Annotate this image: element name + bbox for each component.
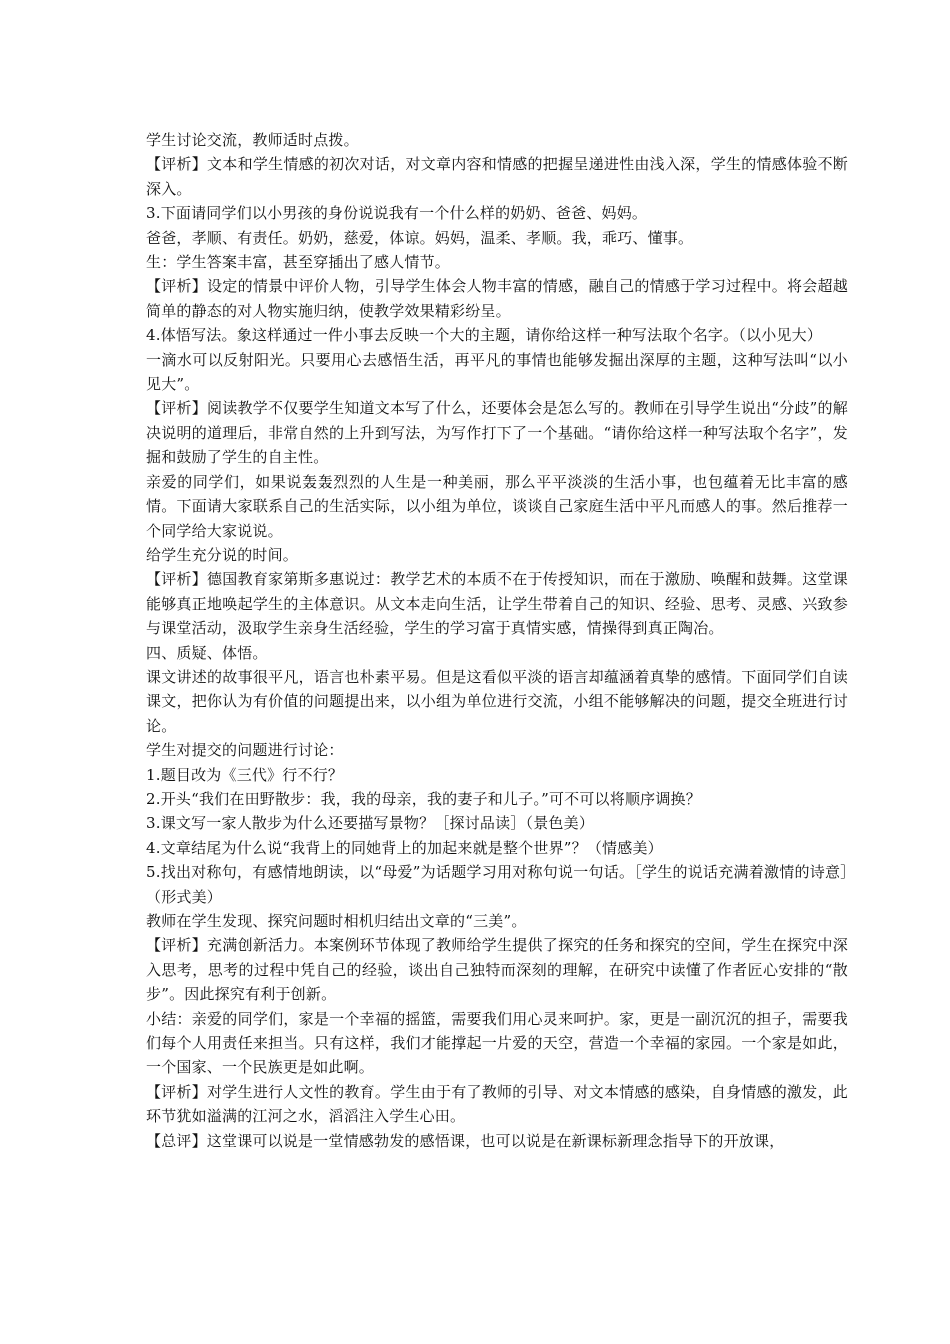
paragraph-comment-2: 【评析】设定的情景中评价人物，引导学生体会人物丰富的情感，融自己的情感于学习过程中。将会超越简单的静态的对人物实施归纳，使教学效果精彩纷呈。 [146,277,848,320]
paragraph-comment-5: 【评析】充满创新活力。本案例环节体现了教师给学生提供了探究的任务和探究的空间，学生在探究中深入思考，思考的过程中凭自己的经验，谈出自己独特而深刻的理解，在研究中读懂了作者匠心安排的“散步”。因此探究有利于创新。 [146,936,848,1004]
paragraph-step-4: 4.体悟写法。象这样通过一件小事去反映一个大的主题，请你给这样一种写法取个名字。（以小见大） [146,326,823,345]
paragraph-comment-6: 【评析】对学生进行人文性的教育。学生由于有了教师的引导、对文本情感的感染，自身情感的激发，此环节犹如溢满的江河之水，滔滔注入学生心田。 [146,1082,848,1126]
paragraph-discussion: 学生讨论交流，教师适时点拨。 [146,131,359,149]
question-item-5: 5.找出对称句，有感情地朗读，以“母爱”为话题学习用对称句说一句话。［学生的说话充满着激情的诗意］（形式美） [146,863,848,906]
paragraph-overall-comment: 【总评】这堂课可以说是一堂情感勃发的感悟课，也可以说是在新课标新理念指导下的开放课， [146,1131,785,1150]
question-item-4: 4.文章结尾为什么说“我背上的同她背上的加起来就是整个世界”？（情感美） [146,838,663,857]
paragraph-comment-4: 【评析】德国教育家第斯多惠说过：教学艺术的本质不在于传授知识，而在于激励、唤醒和鼓舞。这堂课能够真正地唤起学生的主体意识。从文本走向生活，让学生带着自己的知识、经验、思考、灵感、兴致参与课堂活动，汲取学生亲身生活经验，学生的学习富于真情实感，情操得到真正陶冶。 [146,570,848,638]
question-item-2: 2.开头“我们在田野散步：我，我的母亲，我的妻子和儿子。”可不可以将顺序调换？ [146,789,701,808]
document-page [146,128,848,1153]
paragraph-text-story: 课文讲述的故事很平凡，语言也朴素平易。但是这看似平淡的语言却蕴涵着真挚的感情。下面同学们自读课文，把你认为有价值的问题提出来，以小组为单位进行交流，小组不能够解决的问题，提交全班进行讨论。 [146,667,848,735]
paragraph-dear-students: 亲爱的同学们，如果说轰轰烈烈的人生是一种美丽，那么平平淡淡的生活小事，也包蕴着无比丰富的感情。下面请大家联系自己的生活实际，以小组为单位，谈谈自己家庭生活中平凡而感人的事。然后推荐一个同学给大家说说。 [146,472,848,540]
paragraph-family-traits: 爸爸，孝顺、有责任。奶奶，慈爱，体谅。妈妈，温柔、孝顺。我，乖巧、懂事。 [146,228,694,247]
paragraph-questions-intro: 学生对提交的问题进行讨论： [146,741,344,760]
paragraph-summary: 小结：亲爱的同学们，家是一个幸福的摇篮，需要我们用心灵来呵护。家，更是一副沉沉的担子，需要我们每个人用责任来担当。只有这样，我们才能撑起一片爱的天空，营造一个幸福的家园。一个家是如此，一个国家、一个民族更是如此啊。 [146,1009,848,1077]
paragraph-speaking-time: 给学生充分说的时间。 [146,545,299,564]
paragraph-comment-3: 【评析】阅读教学不仅要学生知道文本写了什么，还要体会是怎么写的。教师在引导学生说出“分歧”的解决说明的道理后，非常自然的上升到写法，为写作打下了一个基础。“请你给这样一种写法取个名字”，发掘和鼓励了学生的自主性。 [146,399,848,467]
section-heading-4: 四、质疑、体悟。 [146,643,268,662]
question-item-3: 3.课文写一家人散步为什么还要描写景物？［探讨品读］（景色美） [146,814,595,833]
question-item-1: 1.题目改为《三代》行不行？ [146,765,344,784]
paragraph-three-beauties: 教师在学生发现、探究问题时相机归结出文章的“三美”。 [146,912,527,930]
paragraph-step-3: 3.下面请同学们以小男孩的身份说说我有一个什么样的奶奶、爸爸、妈妈。 [146,204,648,223]
paragraph-drop-of-water: 一滴水可以反射阳光。只要用心去感悟生活，再平凡的事情也能够发掘出深厚的主题，这种写法叫“以小见大”。 [146,350,848,394]
paragraph-student-answers: 生：学生答案丰富，甚至穿插出了感人情节。 [146,253,451,272]
paragraph-comment-1: 【评析】文本和学生情感的初次对话，对文章内容和情感的把握呈递进性由浅入深，学生的情感体验不断深入。 [146,155,848,198]
